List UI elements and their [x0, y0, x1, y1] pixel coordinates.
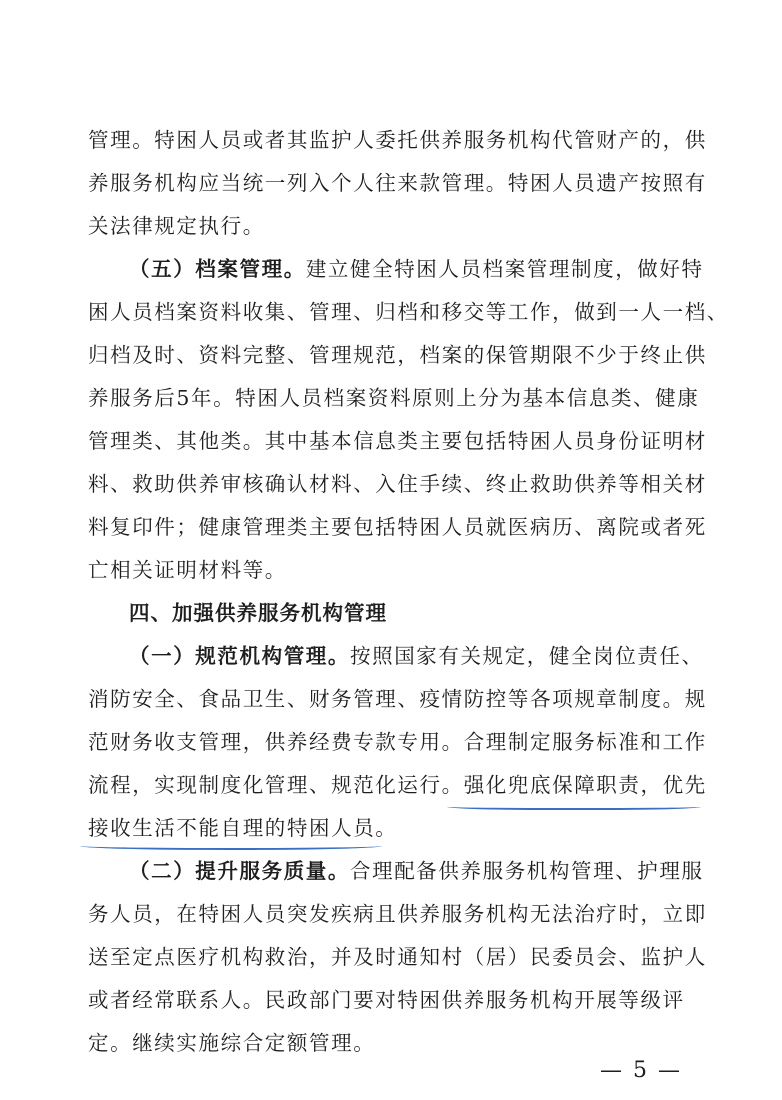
subsection-2-text: 合理配备供养服务机构管理、护理服 — [350, 859, 704, 883]
section-5-title: （五）档案管理。 — [129, 257, 306, 281]
subsection-1-paragraph-start — [129, 636, 704, 676]
body-text-line: 困人员档案资料收集、管理、归档和移交等工作，做到一人一档、 — [88, 300, 729, 324]
body-text-line: 养服务后5年。特困人员档案资料原则上分为基本信息类、健康 — [88, 386, 700, 410]
body-text-line: 或者经常联系人。民政部门要对特困供养服务机构开展等级评 — [88, 988, 685, 1012]
body-text-line: 务人员，在特困人员突发疾病且供养服务机构无法治疗时，立即 — [88, 902, 707, 926]
body-text-line: 亡相关证明材料等。 — [88, 558, 287, 582]
body-text-line: 管理。特困人员或者其监护人委托供养服务机构代管财产的，供 — [88, 128, 707, 152]
body-text-line: 归档及时、资料完整、管理规范，档案的保管期限不少于终止供 — [88, 343, 707, 367]
body-text-line: 料复印件；健康管理类主要包括特困人员就医病历、离院或者死 — [88, 515, 707, 539]
subsection-1-title: （一）规范机构管理。 — [129, 644, 350, 668]
subsection-2-paragraph-start — [129, 851, 704, 891]
subsection-1-text: 按照国家有关规定，健全岗位责任、 — [350, 644, 704, 668]
body-text-line: 料、救助供养审核确认材料、入住手续、终止救助供养等相关材 — [88, 472, 707, 496]
annotation-underline — [80, 842, 382, 850]
subsection-2-title: （二）提升服务质量。 — [129, 859, 350, 883]
body-text-line: 管理类、其他类。其中基本信息类主要包括特困人员身份证明材 — [88, 429, 707, 453]
section-5-paragraph-start — [129, 249, 704, 289]
highlighted-text: 强化兜底保障职责，优先 — [463, 773, 707, 797]
highlighted-line: 接收生活不能自理的特困人员。 — [88, 816, 398, 840]
section-heading-4: 四、加强供养服务机构管理 — [129, 601, 387, 625]
body-text-line: 定。继续实施综合定额管理。 — [88, 1031, 376, 1055]
body-text-line: 范财务收支管理，供养经费专款专用。合理制定服务标准和工作 — [88, 730, 707, 754]
body-text-line: 送至定点医疗机构救治，并及时通知村（居）民委员会、监护人 — [88, 945, 707, 969]
body-text-line: 关法律规定执行。 — [88, 214, 265, 238]
flow-line-text: 流程，实现制度化管理、规范化运行。 — [88, 773, 464, 797]
page-number: — 5 — — [600, 1058, 682, 1083]
section-5-text: 建立健全特困人员档案管理制度，做好特 — [305, 257, 704, 281]
body-text-line: 养服务机构应当统一列入个人往来款管理。特困人员遗产按照有 — [88, 171, 707, 195]
flow-line — [88, 765, 707, 805]
body-text-line: 消防安全、食品卫生、财务管理、疫情防控等各项规章制度。规 — [88, 687, 707, 711]
